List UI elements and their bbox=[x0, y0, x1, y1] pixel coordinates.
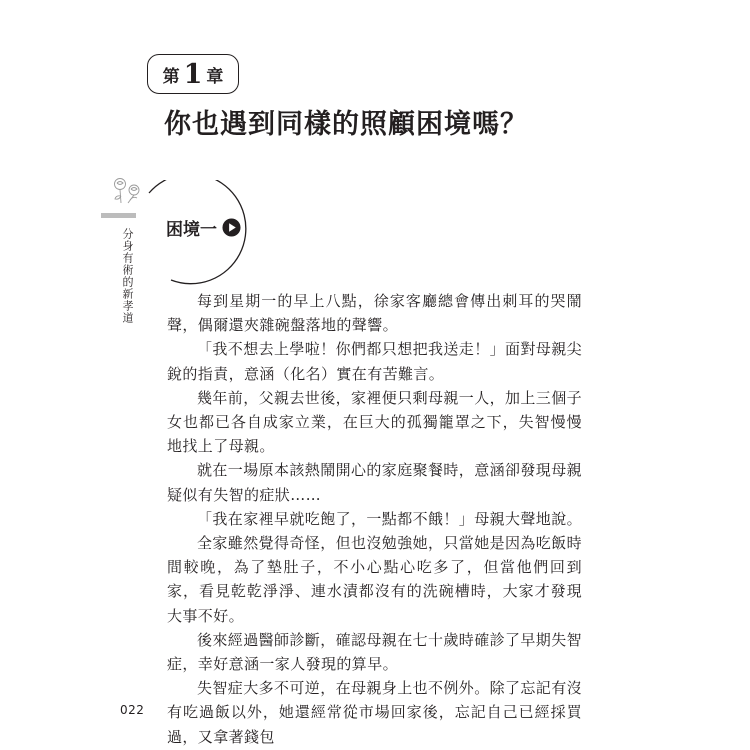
chapter-badge bbox=[147, 54, 239, 94]
paragraph: 全家雖然覺得奇怪，但也沒勉強她，只當她是因為吃飯時間較晚，為了墊肚子，不小心點心吃多了，但當他們回到家，看見乾乾淨淨、連水漬都沒有的洗碗槽時，大家才發現大事不好。 bbox=[167, 534, 583, 625]
page-number: 022 bbox=[120, 703, 145, 717]
section-label: 困境一 bbox=[166, 220, 217, 240]
paragraph: 幾年前，父親去世後，家裡便只剩母親一人，加上三個子女也都已各自成家立業，在巨大的孤獨籠罩之下，失智慢慢地找上了母親。 bbox=[167, 388, 583, 456]
section-heading bbox=[166, 215, 241, 240]
paragraph: 「我在家裡早就吃飽了，一點都不餓！」母親大聲地說。 bbox=[197, 509, 583, 528]
chapter-suffix: 章 bbox=[206, 66, 224, 87]
running-book-title: 分身有術的新孝道 bbox=[121, 228, 134, 324]
chapter-title: 你也遇到同樣的照顧困境嗎？ bbox=[164, 109, 528, 140]
paragraph: 就在一場原本該熱鬧開心的家庭聚餐時，意涵卻發現母親疑似有失智的症狀…… bbox=[167, 461, 583, 504]
chapter-prefix: 第 bbox=[162, 66, 180, 87]
chapter-number: 1 bbox=[183, 58, 203, 90]
paragraph: 後來經過醫師診斷，確認母親在七十歲時確診了早期失智症，幸好意涵一家人發現的算早。 bbox=[167, 630, 583, 674]
paragraph: 失智症大多不可逆，在母親身上也不例外。除了忘記有沒有吃過飯以外，她還經常從市場回家後，忘記自己已經採買過，又拿著錢包 bbox=[167, 679, 583, 746]
body-text bbox=[167, 289, 582, 749]
paragraph: 每到星期一的早上八點，徐家客廳總會傳出刺耳的哭鬧聲，偶爾還夾雜碗盤落地的聲響。 bbox=[167, 292, 582, 335]
play-icon bbox=[222, 218, 241, 237]
paragraph: 「我不想去上學啦！你們都只想把我送走！」面對母親尖銳的指責，意涵（化名）實在有苦難言。 bbox=[167, 340, 583, 383]
